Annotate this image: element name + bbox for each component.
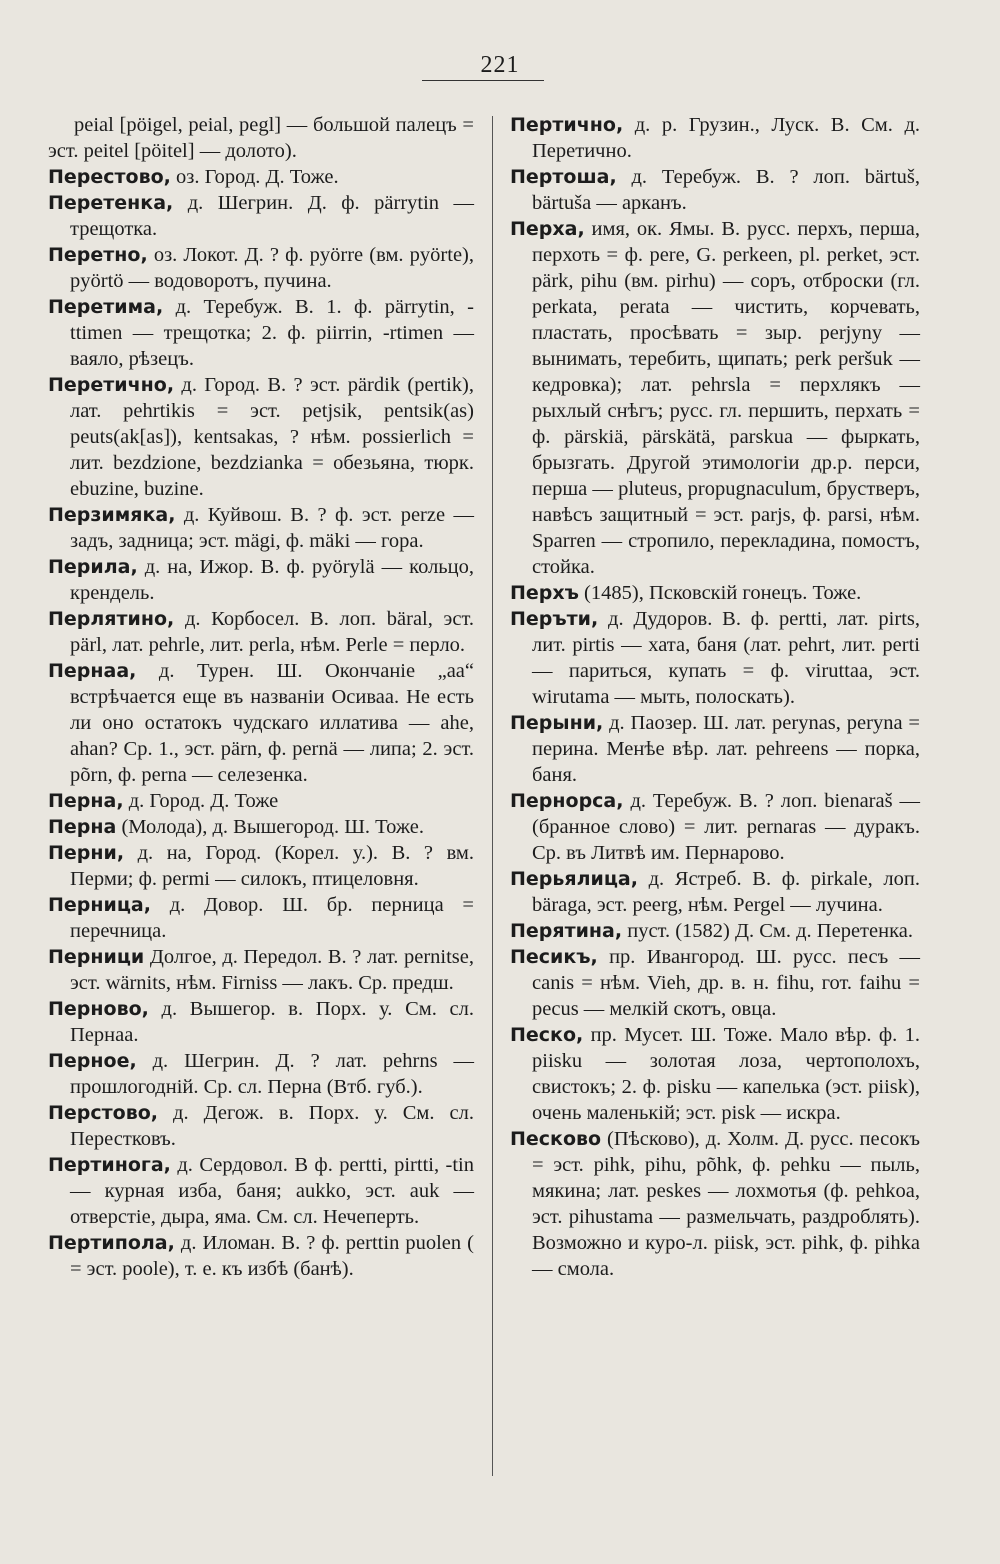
entry-text: (1485), Псковскій гонецъ. Тоже. (584, 582, 862, 604)
dictionary-entry (48, 606, 474, 658)
entry-headword: Песково (510, 1128, 602, 1150)
dictionary-entry (510, 580, 920, 606)
entry-text: д. на, Город. (Корел. у.). В. ? вм. Перми; ф. permi — силокъ, птицеловня. (70, 842, 475, 890)
entry-text: д. Город. Д. Тоже (128, 790, 279, 812)
entry-text: д. Корбосел. В. лоп. bäral, эст. pärl, лат. pehrle, лит. perla, нѣм. Perle = перло. (70, 608, 474, 656)
dictionary-entry (510, 606, 920, 710)
entry-text: д. Паозер. Ш. лат. perynas, peryna = перина. Менѣе вѣр. лат. pehreens — порка, баня. (532, 712, 920, 786)
dictionary-entry (48, 112, 474, 164)
dictionary-entry (510, 866, 920, 918)
dictionary-entry (48, 294, 474, 372)
entry-text: д. на, Ижор. В. ф. pyörylä — кольцо, крендель. (70, 556, 475, 604)
dictionary-entry (48, 242, 474, 294)
right-column (510, 112, 920, 1282)
dictionary-entry (510, 918, 920, 944)
entry-headword: Перна (48, 816, 117, 838)
dictionary-entry (48, 788, 474, 814)
dictionary-entry (48, 814, 474, 840)
dictionary-entry (48, 164, 474, 190)
dictionary-entry (510, 164, 920, 216)
dictionary-entry (510, 710, 920, 788)
entry-text: оз. Локот. Д. ? ф. pyörre (вм. pyörte), pyörtö — водоворотъ, пучина. (70, 244, 474, 292)
dictionary-entry (48, 944, 474, 996)
entry-headword: Перестово, (48, 166, 171, 188)
entry-text: д. Шегрин. Д. ? лат. pehrns — прошлогодній. Ср. сл. Перна (Втб. губ.). (70, 1050, 474, 1098)
entry-headword: Перлятино, (48, 608, 175, 630)
entry-text: д. Куйвош. В. ? ф. эст. perze — задъ, задница; эст. mägi, ф. mäki — гора. (70, 504, 474, 552)
dictionary-entry (48, 840, 474, 892)
dictionary-entry (48, 658, 474, 788)
entry-text: д. Теребуж. В. 1. ф. pärrytin, -ttimen — трещотка; 2. ф. piirrin, -rtimen — ваяло, рѣзецъ. (70, 296, 474, 370)
entry-headword: Пернаа, (48, 660, 137, 682)
entry-headword: Перница, (48, 894, 151, 916)
entry-text: пр. Ивангород. Ш. русс. песъ — canis = нѣм. Vieh, др. в. н. fihu, гот. faihu = pecus — мелкій скотъ, овца. (532, 946, 920, 1020)
entry-headword: Перни, (48, 842, 125, 864)
entry-text: (Молода), д. Вышегород. Ш. Тоже. (121, 816, 425, 838)
entry-headword: Пертипола, (48, 1232, 175, 1254)
entry-text: д. Город. В. ? эст. pärdik (pertik), лат. pehrtikis = эст. petjsik, pentsik(as) peuts(ak[as]), kentsakas, ? нѣм. possierlich = лит. bezdzione, bezdzianka = обезьяна, тюрк. ebuzine, buzine. (70, 374, 475, 500)
entry-headword: Перетично, (48, 374, 175, 396)
entry-text: д. Теребуж. В. ? лоп. bienaraš — (бранное слово) = лит. pernaras — дуракъ. Ср. въ Литвѣ им. Пернарово. (532, 790, 921, 864)
dictionary-entry (510, 1126, 920, 1282)
dictionary-entry (510, 788, 920, 866)
entry-text: д. Сердовол. В ф. pertti, pirtti, -tin — курная изба, баня; aukko, эст. auk — отверстіе, дыра, яма. См. сл. Нечеперть. (70, 1154, 474, 1228)
entry-headword: Перници (48, 946, 145, 968)
entry-text: оз. Город. Д. Тоже. (176, 166, 339, 188)
entry-headword: Пертично, (510, 114, 624, 136)
dictionary-entry (48, 554, 474, 606)
dictionary-entry (48, 996, 474, 1048)
page-number: 221 (480, 52, 520, 78)
entry-text: д. Ястреб. В. ф. pirkale, лоп. bäraga, эст. peerg, нѣм. Pergel — лучина. (532, 868, 921, 916)
entry-text: д. Турен. Ш. Окончаніе „аа“ встрѣчается еще въ названіи Осиваа. Не есть ли оно остатокъ чудскаго иллатива — ahe, ahan? Ср. 1., эст. pärn, ф. pernä — липа; 2. эст. põrn, ф. perna — селезенка. (70, 660, 475, 786)
entry-headword: Перыни, (510, 712, 604, 734)
entry-headword: Перха, (510, 218, 585, 240)
entry-headword: Перьялица, (510, 868, 638, 890)
entry-headword: Пернорса, (510, 790, 624, 812)
entry-headword: Перное, (48, 1050, 137, 1072)
dictionary-entry (48, 1230, 474, 1282)
entry-text: д. Теребуж. В. ? лоп. bärtuš, bärtuša — арканъ. (532, 166, 920, 214)
entry-headword: Перятина, (510, 920, 623, 942)
entry-headword: Перхъ (510, 582, 579, 604)
entry-headword: Перново, (48, 998, 149, 1020)
dictionary-entry (48, 502, 474, 554)
entry-text: д. Иломан. В. ? ф. perttin puolen ( = эст. poole), т. е. къ избѣ (банѣ). (70, 1232, 474, 1280)
entry-headword: Перетенка, (48, 192, 174, 214)
dictionary-entry (510, 112, 920, 164)
entry-text: д. р. Грузин., Луск. В. См. д. Перетично. (532, 114, 921, 162)
entry-headword: Перетно, (48, 244, 148, 266)
dictionary-entry (48, 1048, 474, 1100)
dictionary-entry (510, 944, 920, 1022)
entry-text: д. Шегрин. Д. ф. pärrytin — трещотка. (70, 192, 475, 240)
entry-headword: Перила, (48, 556, 138, 578)
dictionary-entry (48, 892, 474, 944)
entry-text: Долгое, д. Передол. В. ? лат. pernitse, эст. wärnits, нѣм. Firniss — лакъ. Ср. предш. (70, 946, 475, 994)
header-rule (422, 80, 544, 81)
entry-text: имя, ок. Ямы. В. русс. перхъ, перша, перхоть = ф. pere, G. perkeen, pl. perket, эст. pärk, pihu (вм. pirhu) — соръ, отброски (гл. perkata, perata — чистить, корчевать, пластать, просѣвать = зыр. perjyny — вынимать, теребить, щипать; perk peršuk — кедровка); лат. pehrsla = перхлякъ — рыхлый снѣгъ; русс. гл. першить, перхать = ф. pärskiä, pärskätä, parskua — фыркать, брызгать. Другой этимологіи др.р. перси, перша — pluteus, propugnaculum, брустверъ, навѣсъ защитный = эст. parjs, ф. parsi, нѣм. Sparren — стропило, перекладина, помостъ, стойка. (532, 218, 921, 578)
dictionary-entry (510, 1022, 920, 1126)
entry-headword: Пертинога, (48, 1154, 171, 1176)
entry-text: д. Вышегор. в. Порх. у. См. сл. Пернаа. (70, 998, 474, 1046)
entry-text: (Пѣсково), д. Холм. Д. русс. песокъ = эст. pihk, pihu, põhk, ф. pehku — пыль, мякина; лат. peskes — лохмотья (ф. pehkoa, эст. pihustama — размельчать, раздроблять). Возможно и куро-л. piisk, эст. pihk, ф. pihka — смола. (532, 1128, 920, 1280)
entry-text: д. Дудоров. В. ф. pertti, лат. pirts, лит. pirtis — хата, баня (лат. pehrt, лит. perti — париться, купать = ф. viruttaa, эст. wirutama — мыть, полоскать). (532, 608, 920, 708)
dictionary-entry (48, 1100, 474, 1152)
entry-headword: Пертоша, (510, 166, 617, 188)
dictionary-entry (510, 216, 920, 580)
entry-headword: Перъти, (510, 608, 599, 630)
dictionary-entry (48, 1152, 474, 1230)
entry-headword: Перстово, (48, 1102, 159, 1124)
entry-headword: Перетима, (48, 296, 164, 318)
entry-text: д. Дегож. в. Порх. у. См. сл. Перестковъ. (70, 1102, 474, 1150)
entry-text: пр. Мусет. Ш. Тоже. Мало вѣр. ф. 1. piisku — золотая лоза, чертополохъ, свистокъ; 2. ф. pisku — капелька (эст. piisk), очень маленькій; эст. pisk — искра. (532, 1024, 920, 1124)
entry-headword: Песикъ, (510, 946, 598, 968)
column-divider (492, 116, 493, 1476)
entry-headword: Перна, (48, 790, 124, 812)
entry-headword: Песко, (510, 1024, 584, 1046)
entry-text: пуст. (1582) Д. См. д. Перетенка. (627, 920, 913, 942)
entry-headword: Перзимяка, (48, 504, 176, 526)
entry-text: д. Довор. Ш. бр. перница = перечница. (70, 894, 474, 942)
dictionary-entry (48, 372, 474, 502)
dictionary-entry (48, 190, 474, 242)
entry-text: peial [pöigel, peial, pegl] — большой палецъ = эст. peitel [pöitel] — долото). (48, 114, 474, 162)
left-column (48, 112, 474, 1282)
